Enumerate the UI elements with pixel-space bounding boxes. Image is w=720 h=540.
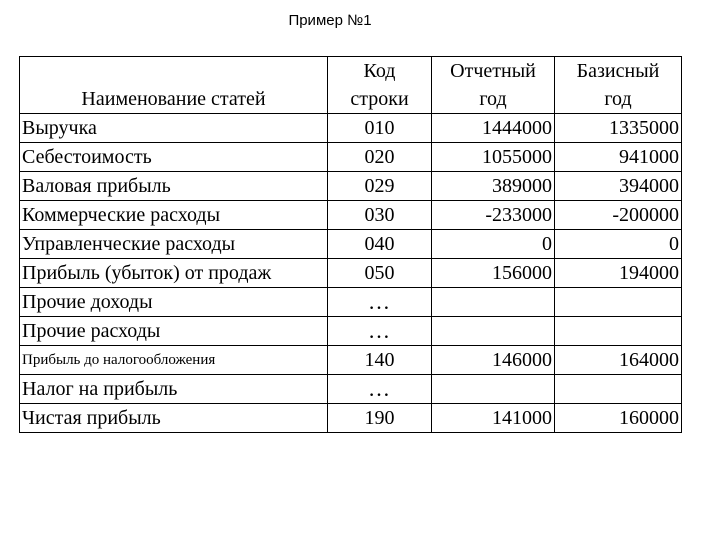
row-code: …: [328, 317, 432, 346]
table-row: [20, 375, 682, 404]
row-base: 164000: [555, 346, 682, 375]
row-base: -200000: [555, 201, 682, 230]
row-base: [555, 375, 682, 404]
row-base: 941000: [555, 143, 682, 172]
row-name: Коммерческие расходы: [20, 201, 328, 230]
table-row: [20, 172, 682, 201]
table-row: [20, 201, 682, 230]
table-row: [20, 346, 682, 375]
header-item-name: Наименование статей: [20, 57, 328, 114]
table-row: [20, 230, 682, 259]
row-name: Прибыль (убыток) от продаж: [20, 259, 328, 288]
row-name: Валовая прибыль: [20, 172, 328, 201]
row-current: 0: [432, 230, 555, 259]
row-current: 1444000: [432, 114, 555, 143]
row-code: 040: [328, 230, 432, 259]
row-base: [555, 317, 682, 346]
row-name: Управленческие расходы: [20, 230, 328, 259]
row-name: Прочие расходы: [20, 317, 328, 346]
row-code: 029: [328, 172, 432, 201]
row-name: Себестоимость: [20, 143, 328, 172]
table-header-row: [20, 57, 682, 114]
header-line-code: Код строки: [328, 57, 432, 114]
income-statement-table: [19, 56, 682, 433]
row-name: Налог на прибыль: [20, 375, 328, 404]
row-current: 141000: [432, 404, 555, 433]
row-code: 010: [328, 114, 432, 143]
row-current: -233000: [432, 201, 555, 230]
table-row: [20, 143, 682, 172]
row-code: 030: [328, 201, 432, 230]
table-row: [20, 317, 682, 346]
row-current: 1055000: [432, 143, 555, 172]
row-base: 394000: [555, 172, 682, 201]
table-row: [20, 114, 682, 143]
row-current: [432, 288, 555, 317]
row-code: 020: [328, 143, 432, 172]
row-code: …: [328, 375, 432, 404]
row-current: 156000: [432, 259, 555, 288]
table-row: [20, 288, 682, 317]
row-name: Чистая прибыль: [20, 404, 328, 433]
row-code: 140: [328, 346, 432, 375]
row-base: 194000: [555, 259, 682, 288]
row-current: 146000: [432, 346, 555, 375]
row-base: 1335000: [555, 114, 682, 143]
row-base: 160000: [555, 404, 682, 433]
row-current: [432, 317, 555, 346]
row-name: Прочие доходы: [20, 288, 328, 317]
row-current: [432, 375, 555, 404]
row-base: [555, 288, 682, 317]
header-base-year: Базисный год: [555, 57, 682, 114]
row-name: Прибыль до налогообложения: [20, 346, 328, 375]
table-row: [20, 404, 682, 433]
row-code: 190: [328, 404, 432, 433]
row-base: 0: [555, 230, 682, 259]
row-code: …: [328, 288, 432, 317]
table-row: [20, 259, 682, 288]
row-name: Выручка: [20, 114, 328, 143]
header-current-year: Отчетный год: [432, 57, 555, 114]
row-code: 050: [328, 259, 432, 288]
slide-title: Пример №1: [288, 12, 372, 29]
row-current: 389000: [432, 172, 555, 201]
